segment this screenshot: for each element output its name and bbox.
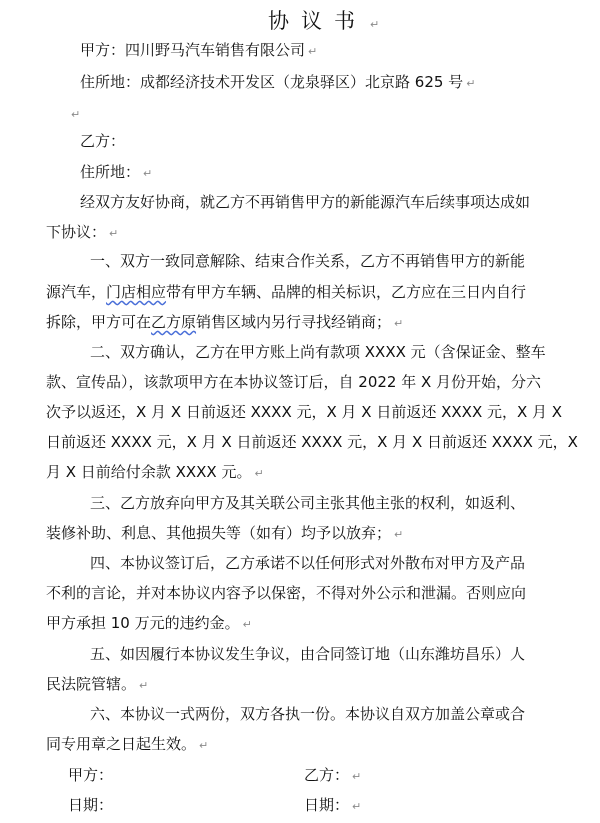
party-a-label: 甲方：: [80, 41, 126, 59]
clause-4-line-1: 四、本协议签订后，乙方承诺不以任何形式对外散布对甲方及产品: [90, 554, 526, 572]
clause-3-line-1: 三、乙方放弃向甲方及其关联公司主张其他主张的权利，如返利、: [90, 494, 526, 512]
clause-4-line-3: 甲方承担 10 万元的违约金。 ↵: [46, 614, 252, 632]
party-a-line: 甲方：四川野马汽车销售有限公司 ↵: [80, 41, 318, 59]
party-b-line: [80, 131, 125, 151]
clause-6-line-2: 同专用章之日起生效。 ↵: [46, 735, 209, 753]
clause-2-line-5: 月 X 日前给付余款 XXXX 元。 ↵: [46, 463, 264, 481]
signature-date-b-label: 日期： ↵: [304, 796, 362, 814]
clause-3-line-2: 装修补助、利息、其他损失等（如有）均予以放弃； ↵: [46, 524, 404, 542]
party-b-address-line: 住所地： ↵: [80, 163, 153, 181]
clause-2-line-2: 款、宣传品），该款项甲方在本协议签订后，自 2022 年 X 月份开始，分六: [46, 373, 542, 391]
intro-line-1: 经双方友好协商，就乙方不再销售甲方的新能源汽车后续事项达成如: [80, 193, 531, 211]
proofing-underline: 乙方原: [151, 313, 197, 331]
intro-line-2: 下协议： ↵: [46, 223, 119, 241]
clause-2-line-3: 次予以返还，X 月 X 日前返还 XXXX 元，X 月 X 日前返还 XXXX 元，X 月 X: [46, 403, 563, 421]
empty-paragraph: ↵: [71, 108, 81, 121]
document-title: 协议书 ↵: [268, 9, 380, 33]
signature-date-a-label: 日期：: [68, 796, 114, 814]
party-a-address-label: 住所地：: [80, 73, 141, 91]
signature-party-a-label: 甲方：: [68, 766, 114, 784]
clause-5-line-1: 五、如因履行本协议发生争议，由合同签订地（山东潍坊昌乐）人: [90, 645, 526, 663]
party-b-address-label: 住所地：: [80, 163, 141, 181]
paragraph-mark: ↵: [370, 18, 380, 31]
party-a-address: 成都经济技术开发区（龙泉驿区）北京路 625 号: [140, 73, 464, 91]
party-b-label: 乙方：: [80, 132, 126, 150]
signature-party-b-label: 乙方： ↵: [304, 766, 362, 784]
clause-2-line-1: 二、双方确认，乙方在甲方账上尚有款项 XXXX 元（含保证金、整车: [90, 343, 546, 361]
clause-6-line-1: 六、本协议一式两份，双方各执一份。本协议自双方加盖公章或合: [90, 705, 526, 723]
party-a-address-line: 住所地：成都经济技术开发区（龙泉驿区）北京路 625 号 ↵: [80, 73, 476, 91]
party-a-name: 四川野马汽车销售有限公司: [125, 41, 306, 59]
clause-5-line-2: 民法院管辖。 ↵: [46, 675, 149, 693]
clause-4-line-2: 不利的言论，并对本协议内容予以保密，不得对外公示和泄漏。否则应向: [46, 584, 527, 602]
proofing-underline: 门店相应: [106, 283, 167, 301]
clause-1-line-2: 源汽车，门店相应带有甲方车辆、品牌的相关标识，乙方应在三日内自行: [46, 283, 527, 301]
clause-2-line-4: 日前返还 XXXX 元，X 月 X 日前返还 XXXX 元，X 月 X 日前返还 XXXX 元，X: [46, 433, 578, 451]
clause-1-line-3: 拆除，甲方可在乙方原销售区域内另行寻找经销商； ↵: [46, 313, 404, 331]
clause-1-line-1: 一、双方一致同意解除、结束合作关系，乙方不再销售甲方的新能: [90, 252, 526, 270]
